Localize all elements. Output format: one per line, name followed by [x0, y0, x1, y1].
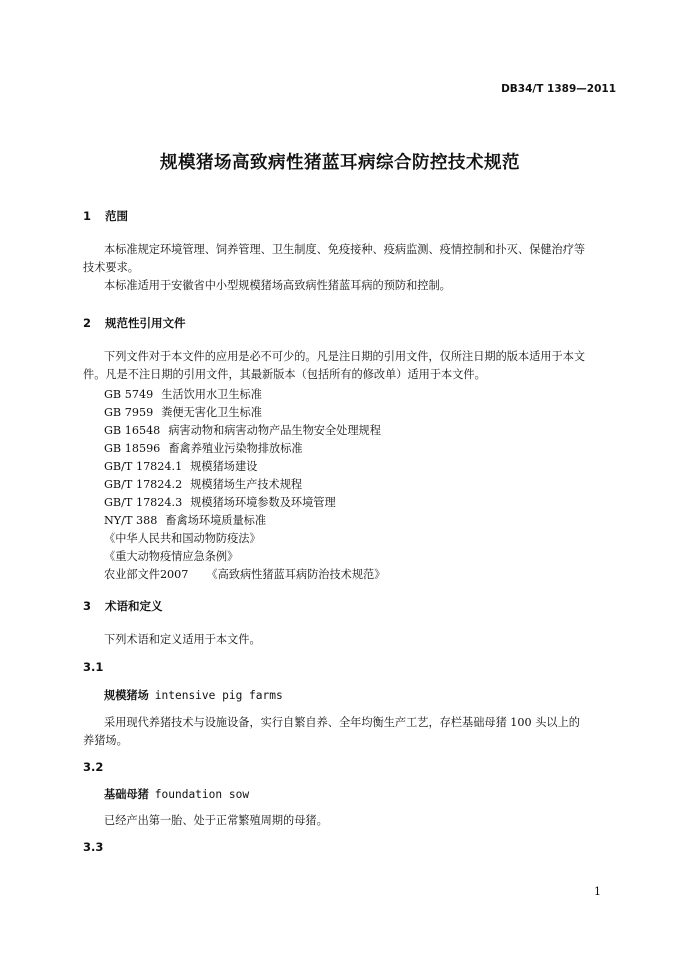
reference-title: 病害动物和病害动物产品生物安全处理规程 — [168, 424, 381, 437]
section-2-heading — [83, 315, 186, 331]
reference-item — [104, 512, 266, 528]
reference-title: 生活饮用水卫生标准 — [161, 388, 262, 401]
section-1-heading — [83, 208, 128, 224]
section-number: 1 — [83, 209, 92, 223]
section-title: 术语和定义 — [105, 599, 163, 613]
section-title: 规范性引用文件 — [105, 316, 186, 330]
reference-item — [104, 458, 257, 474]
reference-item — [104, 530, 261, 546]
paragraph: 本标准规定环境管理、饲养管理、卫生制度、免疫接种、疫病监测、疫情控制和扑灭、保健治疗等 — [104, 243, 586, 256]
reference-title: 粪便无害化卫生标准 — [161, 406, 262, 419]
reference-title: 畜禽场环境质量标准 — [165, 514, 267, 527]
reference-code: NY/T 388 — [104, 514, 158, 527]
paragraph: 下列文件对于本文件的应用是必不可少的。凡是注日期的引用文件，仅所注日期的版本适用于本文 — [104, 350, 586, 363]
standard-number: DB34/T 1389—2011 — [501, 83, 616, 95]
reference-item — [104, 566, 385, 582]
term-definition: 采用现代养猪技术与设施设备，实行自繁自养、全年均衡生产工艺，存栏基础母猪 100 头以上的 — [104, 716, 580, 729]
paragraph-continuation: 件。凡是不注日期的引用文件，其最新版本（包括所有的修改单）适用于本文件。 — [83, 368, 486, 381]
term-heading — [104, 786, 249, 802]
section-title: 范围 — [105, 209, 128, 223]
page-number: 1 — [594, 885, 601, 898]
reference-item — [104, 386, 262, 402]
reference-code: GB/T 17824.3 — [104, 496, 183, 509]
section-number: 2 — [83, 316, 92, 330]
reference-code: GB 18596 — [104, 442, 161, 455]
reference-item — [104, 494, 336, 510]
reference-item — [104, 476, 302, 492]
term-definition: 已经产出第一胎、处于正常繁殖周期的母猪。 — [104, 814, 328, 827]
reference-title: 规模猪场环境参数及环境管理 — [190, 496, 336, 509]
reference-title: 规模猪场建设 — [190, 460, 258, 473]
term-definition-continuation: 养猪场。 — [83, 734, 128, 747]
term-number: 3.1 — [83, 660, 104, 674]
term-cn: 基础母猪 — [104, 788, 149, 801]
reference-item — [104, 404, 262, 420]
reference-title: 《高致病性猪蓝耳病防治技术规范》 — [206, 568, 386, 581]
reference-title: 《重大动物疫情应急条例》 — [104, 550, 239, 563]
reference-title: 规模猪场生产技术规程 — [190, 478, 303, 491]
reference-code: GB/T 17824.2 — [104, 478, 183, 491]
section-3-heading — [83, 598, 163, 614]
reference-code: 农业部文件2007 — [104, 568, 189, 581]
term-en: foundation sow — [154, 788, 250, 801]
term-en: intensive pig farms — [154, 689, 283, 702]
reference-title: 畜禽养殖业污染物排放标准 — [168, 442, 303, 455]
paragraph-continuation: 技术要求。 — [83, 261, 139, 274]
reference-code: GB 5749 — [104, 388, 154, 401]
term-cn: 规模猪场 — [104, 689, 149, 702]
reference-item — [104, 422, 381, 438]
paragraph: 下列术语和定义适用于本文件。 — [104, 633, 261, 646]
reference-code: GB/T 17824.1 — [104, 460, 183, 473]
term-number: 3.3 — [83, 840, 104, 854]
section-number: 3 — [83, 599, 92, 613]
reference-title: 《中华人民共和国动物防疫法》 — [104, 532, 261, 545]
reference-item — [104, 548, 238, 564]
term-heading — [104, 687, 283, 703]
reference-code: GB 16548 — [104, 424, 161, 437]
paragraph: 本标准适用于安徽省中小型规模猪场高致病性猪蓝耳病的预防和控制。 — [104, 279, 451, 292]
reference-code: GB 7959 — [104, 406, 154, 419]
document-title: 规模猪场高致病性猪蓝耳病综合防控技术规范 — [160, 153, 520, 173]
term-number: 3.2 — [83, 760, 104, 774]
reference-item — [104, 440, 303, 456]
